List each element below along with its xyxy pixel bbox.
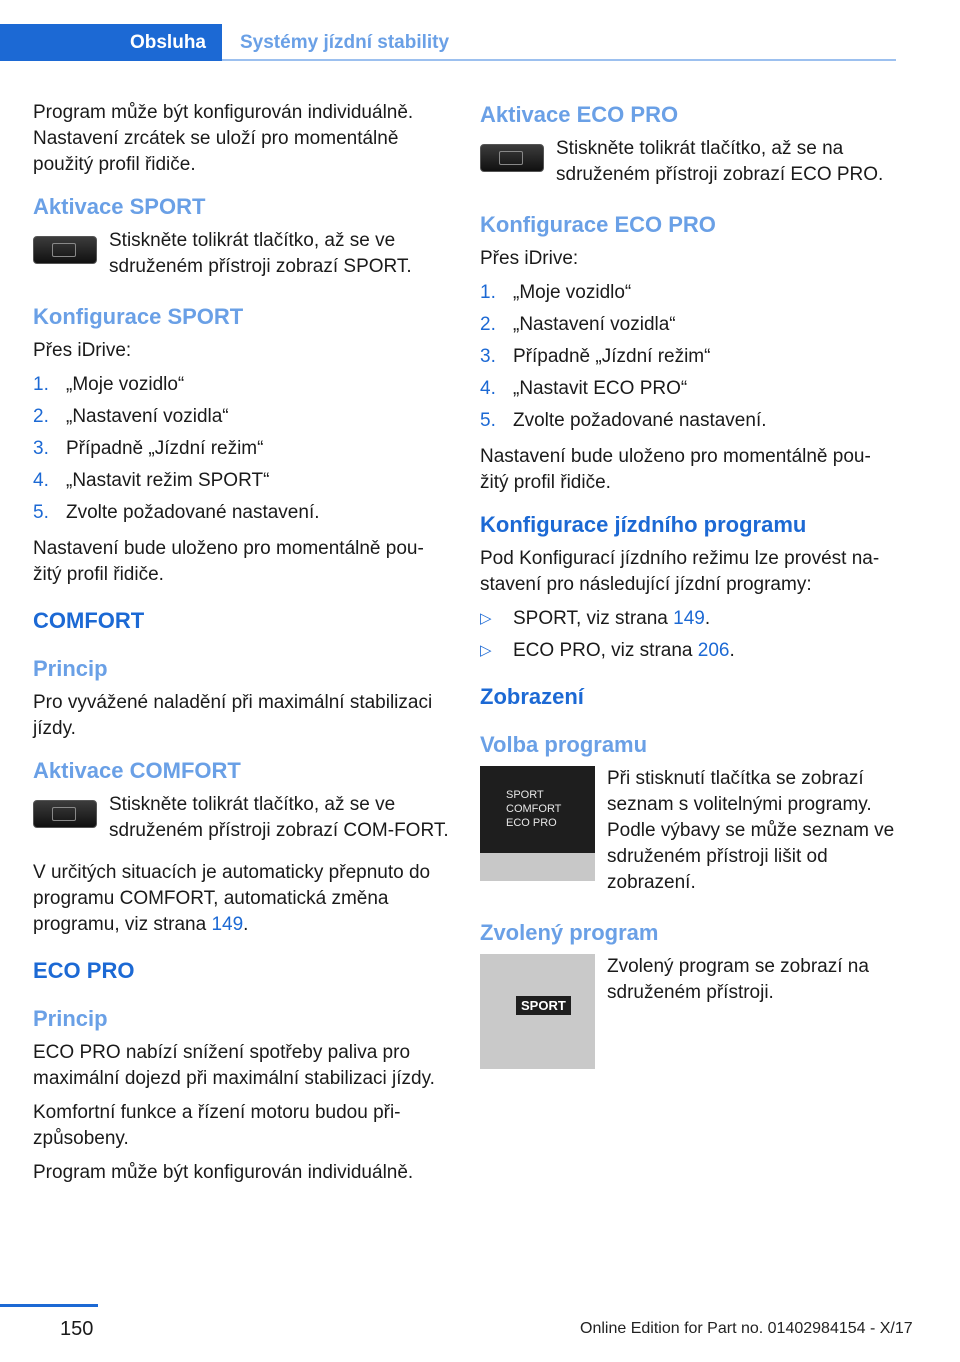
ecopro-principle-p1: ECO PRO nabízí snížení spotřeby paliva pro maximální dojezd při maximální stabilizaci jízdy. — [33, 1042, 435, 1089]
ecopro-principle-p2: Komfortní funkce a řízení motoru budou při‐způsobeny. — [33, 1102, 401, 1149]
drive-programs-list — [480, 606, 896, 664]
display-heading: Zobrazení — [480, 684, 584, 709]
eco-activate-heading: Aktivace ECO PRO — [480, 102, 679, 127]
eco-activate-text: Stiskněte tolikrát tlačítko, až se na sdruženém přístroji zobrazí ECO PRO. — [556, 138, 884, 185]
selected-program-text: Zvolený program se zobrazí na sdruženém přístroji. — [607, 956, 869, 1003]
list-item: 3. Případně „Jízdní režim“ — [33, 438, 264, 459]
eco-config-heading: Konfigurace ECO PRO — [480, 212, 716, 237]
sport-config-intro: Přes iDrive: — [33, 340, 132, 361]
footer-divider — [0, 1304, 98, 1307]
page-header — [0, 24, 896, 64]
program-menu-lines: SPORT COMFORT ECO PRO — [506, 789, 562, 829]
triangle-bullet-icon: ▷ — [480, 610, 492, 627]
list-item: 2. „Nastavení vozidla“ — [480, 314, 676, 335]
ecopro-principle-heading: Princip — [33, 1006, 108, 1031]
intro-paragraph: Program může být konfigurován individuálně. — [33, 102, 414, 123]
comfort-principle-heading: Princip — [33, 656, 108, 681]
list-item: 4. „Nastavit režim SPORT“ — [33, 470, 270, 491]
comfort-auto-text: V určitých situacích je automaticky přepnuto do programu COMFORT, automatická změna programu, viz strana 149. — [33, 862, 431, 935]
selected-program-image — [480, 954, 595, 1069]
page-link[interactable]: 149 — [673, 608, 705, 629]
page-number: 150 — [60, 1318, 94, 1340]
page-link[interactable]: 206 — [697, 640, 730, 661]
select-program-text: Při stisknutí tlačítka se zobrazí seznam s volitelnými programy. Podle výbavy se může seznam ve sdruženém přístroji lišit od zobrazení. — [607, 768, 895, 893]
drive-config-text: Pod Konfigurací jízdního režimu lze provést na‐stavení pro následující jízdní programy: — [480, 548, 880, 595]
comfort-activate-row — [33, 792, 449, 844]
select-program-heading: Volba programu — [480, 732, 648, 757]
triangle-bullet-icon: ▷ — [480, 642, 492, 659]
eco-saved-text: Nastavení bude uloženo pro momentálně pou‐žitý profil řidiče. — [480, 446, 871, 493]
sport-saved-text: Nastavení bude uloženo pro momentálně pou‐žitý profil řidiče. — [33, 538, 424, 585]
sport-activate-row — [33, 228, 449, 280]
sport-steps-list — [33, 372, 449, 526]
mode-button-icon — [480, 144, 544, 172]
selected-program-row — [480, 954, 896, 1069]
list-item: 1. „Moje vozidlo“ — [480, 282, 632, 303]
sport-activate-heading: Aktivace SPORT — [33, 194, 206, 219]
section-tab[interactable]: Obsluha — [0, 24, 222, 61]
selected-program-heading: Zvolený program — [480, 920, 659, 945]
list-item: 5. Zvolte požadované nastavení. — [33, 502, 320, 523]
edition-text: Online Edition for Part no. 01402984154 - X/17 — [580, 1320, 913, 1337]
eco-config-intro: Přes iDrive: — [480, 248, 579, 269]
ecopro-heading: ECO PRO — [33, 958, 135, 983]
mode-button-icon — [33, 800, 97, 828]
chapter-tab[interactable]: Systémy jízdní stability — [240, 31, 450, 53]
comfort-activate-heading: Aktivace COMFORT — [33, 758, 241, 783]
comfort-activate-text: Stiskněte tolikrát tlačítko, až se ve sdruženém přístroji zobrazí COM‐FORT. — [109, 794, 449, 841]
drive-config-heading: Konfigurace jízdního programu — [480, 512, 807, 537]
eco-activate-row — [480, 136, 896, 188]
program-menu-image — [480, 766, 595, 881]
list-item: 4. „Nastavit ECO PRO“ — [480, 378, 688, 399]
select-program-row — [480, 766, 896, 896]
list-item: 1. „Moje vozidlo“ — [33, 374, 185, 395]
comfort-heading: COMFORT — [33, 608, 145, 633]
list-item: 3. Případně „Jízdní režim“ — [480, 346, 711, 367]
page-link[interactable]: 149 — [211, 914, 244, 935]
sport-badge: SPORT — [516, 996, 571, 1015]
ecopro-principle-p3: Program může být konfigurován individuálně. — [33, 1162, 414, 1183]
sport-activate-text: Stiskněte tolikrát tlačítko, až se ve sdruženém přístroji zobrazí SPORT. — [109, 230, 412, 277]
right-column — [480, 100, 896, 1091]
list-item: ▷ ECO PRO, viz strana 206. — [480, 638, 896, 664]
mode-button-icon — [33, 236, 97, 264]
left-column — [33, 100, 449, 1200]
mirror-paragraph: Nastavení zrcátek se uloží pro momentálně použitý profil řidiče. — [33, 128, 399, 175]
list-item: 2. „Nastavení vozidla“ — [33, 406, 229, 427]
header-divider — [222, 59, 896, 61]
eco-steps-list — [480, 280, 896, 434]
list-item: ▷ SPORT, viz strana 149. — [480, 606, 896, 632]
list-item: 5. Zvolte požadované nastavení. — [480, 410, 767, 431]
comfort-principle-text: Pro vyvážené naladění při maximální stabilizaci jízdy. — [33, 692, 433, 739]
sport-config-heading: Konfigurace SPORT — [33, 304, 244, 329]
